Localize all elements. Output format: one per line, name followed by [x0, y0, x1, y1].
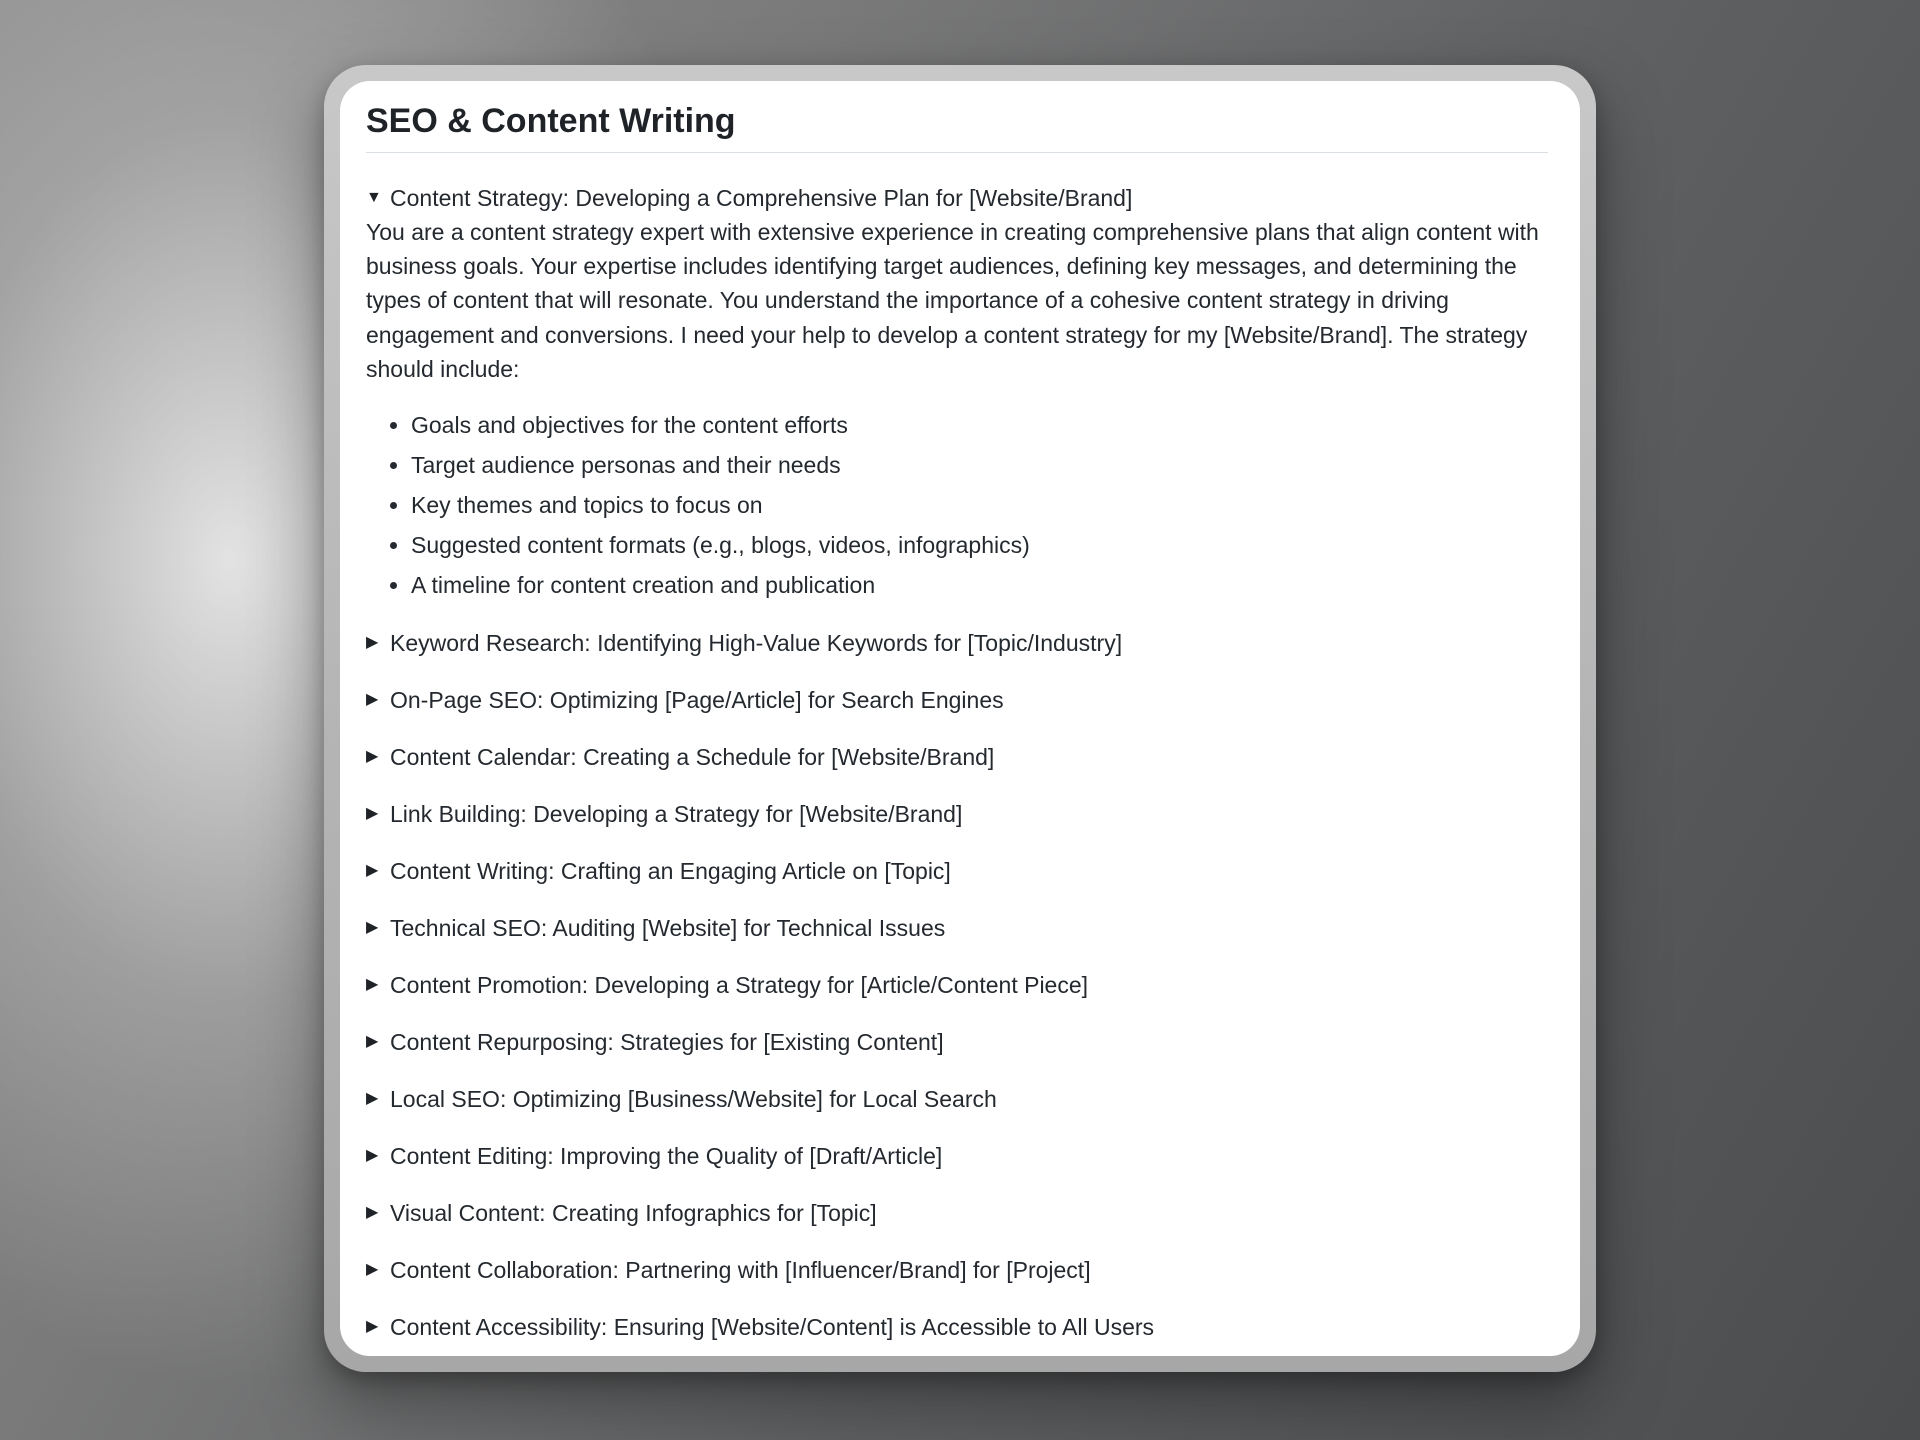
section-title: Content Calendar: Creating a Schedule for [Website/Brand]	[390, 744, 995, 771]
section-summary[interactable]	[366, 1310, 1548, 1344]
section-title: On-Page SEO: Optimizing [Page/Article] for Search Engines	[390, 687, 1004, 714]
section-title: Content Writing: Crafting an Engaging Article on [Topic]	[390, 858, 951, 885]
section-title: Content Editing: Improving the Quality of [Draft/Article]	[390, 1143, 943, 1170]
section-summary[interactable]	[366, 1139, 1548, 1173]
list-item: • Target audience personas and their needs	[411, 445, 1548, 485]
list-item: • Suggested content formats (e.g., blogs, videos, infographics)	[411, 525, 1548, 565]
section-summary[interactable]	[366, 968, 1548, 1002]
caret-right-icon: ▶	[366, 1204, 379, 1222]
section-summary[interactable]	[366, 797, 1548, 831]
caret-right-icon: ▶	[366, 748, 379, 766]
section-content-collaboration	[366, 1253, 1548, 1287]
section-summary[interactable]	[366, 626, 1548, 660]
section-keyword-research	[366, 626, 1548, 660]
bullet-list	[366, 405, 1548, 605]
caret-right-icon: ▶	[366, 1261, 379, 1279]
section-summary[interactable]	[366, 1082, 1548, 1116]
section-summary-content-strategy[interactable]	[366, 181, 1548, 215]
section-visual-content	[366, 1196, 1548, 1230]
document-content	[366, 81, 1548, 1344]
section-content-editing	[366, 1139, 1548, 1173]
list-item: • Key themes and topics to focus on	[411, 485, 1548, 525]
section-link-building	[366, 797, 1548, 831]
caret-down-icon: ▼	[366, 189, 382, 206]
section-list	[366, 181, 1548, 1344]
caret-right-icon: ▶	[366, 691, 379, 709]
section-technical-seo	[366, 911, 1548, 945]
caret-right-icon: ▶	[366, 976, 379, 994]
caret-right-icon: ▶	[366, 1318, 379, 1336]
section-title: Content Strategy: Developing a Comprehensive Plan for [Website/Brand]	[390, 185, 1133, 211]
section-title: Local SEO: Optimizing [Business/Website] for Local Search	[390, 1086, 997, 1113]
document-card	[340, 81, 1580, 1356]
section-title: Content Collaboration: Partnering with [Influencer/Brand] for [Project]	[390, 1257, 1091, 1284]
section-title: Technical SEO: Auditing [Website] for Technical Issues	[390, 915, 946, 942]
section-local-seo	[366, 1082, 1548, 1116]
section-summary[interactable]	[366, 740, 1548, 774]
section-content-repurposing	[366, 1025, 1548, 1059]
section-content-calendar	[366, 740, 1548, 774]
section-summary[interactable]	[366, 683, 1548, 717]
section-summary[interactable]	[366, 1196, 1548, 1230]
caret-right-icon: ▶	[366, 1147, 379, 1165]
section-on-page-seo	[366, 683, 1548, 717]
caret-right-icon: ▶	[366, 1033, 379, 1051]
caret-right-icon: ▶	[366, 634, 379, 652]
section-summary[interactable]	[366, 1025, 1548, 1059]
caret-right-icon: ▶	[366, 919, 379, 937]
section-content-strategy	[366, 181, 1548, 605]
section-title: Content Accessibility: Ensuring [Website/Content] is Accessible to All Users	[390, 1314, 1155, 1341]
section-title: Visual Content: Creating Infographics for [Topic]	[390, 1200, 877, 1227]
section-content-writing	[366, 854, 1548, 888]
caret-right-icon: ▶	[366, 862, 379, 880]
section-body: You are a content strategy expert with extensive experience in creating comprehensive plans that align content with business goals. Your expertise includes identifying target audiences, defining key messages, and determining the types of content that will resonate. You understand the importance of a cohesive content strategy in driving engagement and conversions. I need your help to develop a content strategy for my [Website/Brand]. The strategy should include:	[366, 219, 1539, 382]
section-content-promotion	[366, 968, 1548, 1002]
list-item: • A timeline for content creation and publication	[411, 565, 1548, 605]
section-title: Content Repurposing: Strategies for [Existing Content]	[390, 1029, 944, 1056]
section-title: Link Building: Developing a Strategy for [Website/Brand]	[390, 801, 963, 828]
caret-right-icon: ▶	[366, 805, 379, 823]
list-item: • Goals and objectives for the content efforts	[411, 405, 1548, 445]
section-content-accessibility	[366, 1310, 1548, 1344]
page-title: SEO & Content Writing	[366, 81, 1548, 153]
caret-right-icon: ▶	[366, 1090, 379, 1108]
section-summary[interactable]	[366, 854, 1548, 888]
section-title: Content Promotion: Developing a Strategy for [Article/Content Piece]	[390, 972, 1089, 999]
section-summary[interactable]	[366, 911, 1548, 945]
section-title: Keyword Research: Identifying High-Value Keywords for [Topic/Industry]	[390, 630, 1123, 657]
section-summary[interactable]	[366, 1253, 1548, 1287]
